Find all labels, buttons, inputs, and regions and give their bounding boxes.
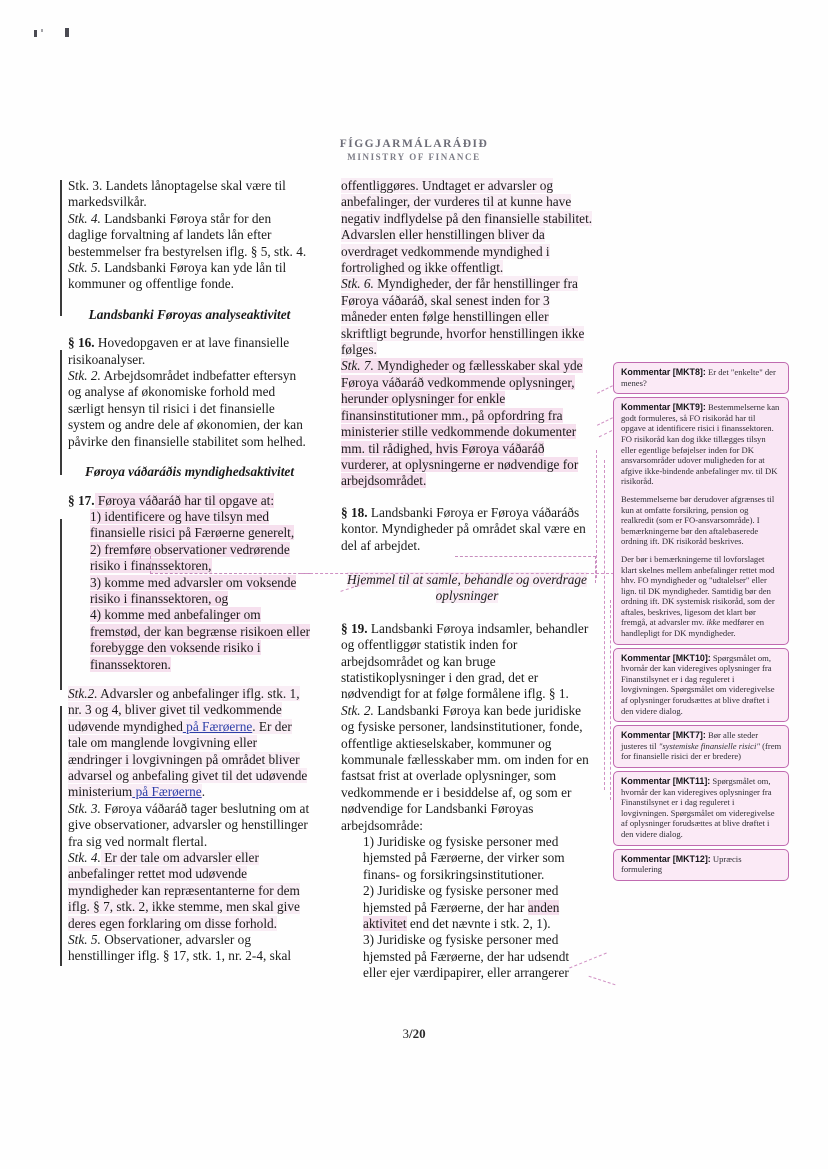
paragraph-stk5 xyxy=(68,260,311,293)
paragraph-text: . xyxy=(201,784,206,800)
section-number: § 17. xyxy=(68,492,95,508)
paragraph-17-stk2 xyxy=(68,686,311,801)
revision-marker-box xyxy=(455,556,596,583)
paragraph-19-stk2 xyxy=(341,703,593,834)
ministry-name-faroese: FÍGGJARMÁLARÁÐIÐ xyxy=(339,138,489,150)
comment-emphasis: "systemiske finansielle risici" xyxy=(658,740,760,751)
comment-text: Er det "enkelte" der menes? xyxy=(621,367,776,388)
comment-text-part: medfører en handlepligt for DK myndigheder. xyxy=(621,617,765,639)
comment-text: Spørgsmålet om, hvornår der kan videregives oplysninger fra Finanstilsynet er i dag reguleret i lovgivningen. Spørgsmålet om videregivelse af oplysninger forudsættes at blive drøftet i den videre dialog. xyxy=(621,776,775,839)
paragraph-text: Landsbanki Føroya er Føroya váðaráðs kontor. Myndigheder på området skal være en del af arbejdet. xyxy=(341,504,586,553)
paragraph-text: Landsbanki Føroya står for den daglige forvaltning af landets lån efter bestemmelser fra bestyrelsen iflg. § 5, stk. 4. xyxy=(68,210,307,259)
page-current: 3 xyxy=(402,1026,409,1041)
paragraph-text: Advarsler og anbefalinger iflg. stk. 1, nr. 3 og 4, bliver givet til vedkommende udøvende myndighed xyxy=(68,685,300,734)
paragraph-17-stk4 xyxy=(68,850,311,932)
list-item-text-highlighted: anden aktivitet xyxy=(363,899,560,932)
paragraph-text: Stk. 3. Landets lånoptagelse skal være til markedsvilkår. xyxy=(68,178,286,210)
comment-leader-line xyxy=(604,460,605,790)
revision-change-bar xyxy=(60,519,62,690)
comment-mkt12[interactable] xyxy=(613,849,789,881)
paragraph-text: offentliggøres. Undtaget er advarsler og anbefalinger, der vurderes til at kunne have negativ indflydelse på den finansielle stabilitet. Advarslen eller henstillingen bliver da overdraget vedkommende myndighed i fortrolighed og ikke offentligt. xyxy=(341,178,593,276)
comment-label: Kommentar [MKT9]: xyxy=(621,402,706,413)
section-heading-analyseaktivitet: Landsbanki Føroyas analyseaktivitet xyxy=(88,306,291,322)
list-item-1 xyxy=(68,509,311,542)
stk-marker: Stk. 2. xyxy=(68,368,101,384)
ministry-name-english: MINISTRY OF FINANCE xyxy=(347,152,481,162)
paragraph-section-16 xyxy=(68,335,311,368)
paragraph-text: Hovedopgaven er at lave finansielle risikoanalyser. xyxy=(68,335,290,367)
comment-leader-line xyxy=(610,600,611,800)
comment-label: Kommentar [MKT8]: xyxy=(621,367,706,377)
comment-label: Kommentar [MKT11]: xyxy=(621,776,711,786)
paragraph-text: Observationer, advarsler og henstillinger iflg. § 17, stk. 1, nr. 2-4, skal xyxy=(68,932,292,964)
revision-change-bar xyxy=(60,350,62,475)
heading-text: Hjemmel til at samle, behandle og overdrage oplysninger xyxy=(347,571,587,604)
stk-marker: Stk. 5. xyxy=(68,932,101,948)
comment-label: Kommentar [MKT10]: xyxy=(621,652,711,663)
paragraph-16-stk2 xyxy=(68,368,311,450)
comment-mkt9[interactable] xyxy=(613,397,789,644)
stk-marker: Stk. 5. xyxy=(68,260,101,276)
paragraph-text-highlighted: Myndigheder og fællesskaber skal yde Føroya váðaráð vedkommende oplysninger, herunder oplysninger for enkle finansinstitutioner mm., på opfordring fra ministerier stille vedkommende dokumenter mm. til rådighed, hvis Føroya váðaráð vurderer, at oplysningerne er nødvendige for arbejdsområdet. xyxy=(341,358,583,489)
comment-mkt11[interactable] xyxy=(613,771,789,846)
stk-marker: Stk. 7. xyxy=(341,358,374,374)
comment-text-paragraph-2: Bestemmelserne bør derudover afgrænses til kun at omfatte forsikring, pension og realkredit (som er FO-ansvarsområde). I bemærkningerne bør den aftalebaserede ordning ift. DK risikoråd beskrives. xyxy=(621,493,775,547)
paragraph-text: Landsbanki Føroya kan bede juridiske og fysiske personer, landsinstitutioner, fonde, offentlige aktieselskaber, kommuner og kommunale fællesskaber mm. om inden for en fastsat frist at overlade oplysninger, som vedkommende er i besiddelse af, og som er nødvendige for Landsbanki Føroyas arbejdsområde: xyxy=(341,702,589,833)
list-item-text: 3) Juridiske og fysiske personer med hjemsted på Færøerne, der har udsendt eller ejer værdipapirer, eller arrangerer xyxy=(363,932,570,981)
section-number: § 16. xyxy=(68,335,95,351)
revision-change-bar xyxy=(60,706,62,966)
list-item-text: 2) fremføre observationer vedrørende risiko i finanssektoren, xyxy=(90,541,290,574)
stk-marker: Stk. 2. xyxy=(341,702,374,718)
paragraph-17-stk3 xyxy=(68,801,311,850)
comment-label: Kommentar [MKT12]: xyxy=(621,853,711,864)
comment-margin-panel xyxy=(613,362,789,884)
section-number: § 18. xyxy=(341,504,368,520)
comment-text-part: Der bør i bemærkningerne til lovforslaget klart skelnes mellem anbefalinger rettet mod hhv. FO myndigheder og "udtalelser" eller lign. til DK myndigheder. Samtidig bør den ordning ift. DK systemisk risikoråd, som der aftales, beskrives, ligesom det klart bør fremgå, at advarsler mv. xyxy=(621,553,775,628)
section-number: § 19. xyxy=(341,620,368,636)
list-item-3 xyxy=(341,932,593,981)
list-item-text: 1) identificere og have tilsyn med finansielle risici på Færøerne generelt, xyxy=(90,508,295,541)
stk-marker: Stk.2. xyxy=(68,685,98,701)
paragraph-text: Arbejdsområdet indbefatter eftersyn og analyse af økonomiske forhold med særligt hensyn til risici i det finansielle system og andre dele af økonomien, der kan påvirke den finansielle stabilitet som helhed. xyxy=(68,368,306,449)
comment-text-paragraph-3 xyxy=(621,554,782,639)
paragraph-offentliggores xyxy=(341,178,593,276)
stk-marker: Stk. 4. xyxy=(68,210,101,226)
stk-marker: Stk. 4. xyxy=(68,850,101,866)
page-separator: / xyxy=(408,1026,413,1041)
paragraph-section-17 xyxy=(68,493,311,509)
list-item-text: 1) Juridiske og fysiske personer med hjemsted på Færøerne, der virker som finans- og forsikringsinstitutioner. xyxy=(363,834,565,882)
list-item-text: end det nævnte i stk. 2, 1). xyxy=(406,916,551,932)
paragraph-stk7 xyxy=(341,358,593,489)
list-item-1 xyxy=(341,834,593,883)
comment-text: Bestemmelserne kan godt formuleres, så FO risikoråd har til opgave at identificere risici i finanssektoren. FO risikoråd kan dog ikke tillægges tilsyn eller egentlige beføjelser inden for DK ansvarsområder udover muligheden for at afgive ikke-bindende anbefalinger mv. til DK risikoråd. xyxy=(621,402,780,487)
page-number xyxy=(0,1026,828,1042)
paragraph-section-19 xyxy=(341,621,593,703)
paragraph-text: Landsbanki Føroya kan yde lån til kommuner og offentlige fonde. xyxy=(68,260,287,292)
page-total: 20 xyxy=(412,1026,426,1041)
comment-text-part: (frem for finansielle risici der er bredere) xyxy=(621,740,782,762)
list-item-text: 2) Juridiske og fysiske personer med hjemsted på Færøerne, der har xyxy=(363,883,559,915)
list-item-text: 4) komme med anbefalinger om fremstød, der kan begrænse risikoen eller forebygge den voksende risiko i finanssektoren. xyxy=(90,607,311,672)
comment-mkt10[interactable] xyxy=(613,648,789,723)
comment-emphasis: ikke xyxy=(706,617,721,628)
comment-leader-line xyxy=(596,450,597,578)
paragraph-text: Myndigheder, der får henstillinger fra Føroya váðaráð, skal senest inden for 3 måneder enten følge henstillingen eller skriftligt begrunde, hvorfor henstillingen ikke følges. xyxy=(341,276,585,358)
paragraph-stk4 xyxy=(68,211,311,260)
list-item-3 xyxy=(68,575,311,608)
list-item-text: 3) komme med advarsler om voksende risiko i finanssektoren, og xyxy=(90,574,297,606)
document-header xyxy=(0,138,828,162)
inserted-text-link: på Færøerne xyxy=(182,718,253,734)
paragraph-text: Føroya váðaráð tager beslutning om at give observationer, advarsler og henstillinger fra sig ved normalt flertal. xyxy=(68,800,310,849)
comment-text: Spørgsmålet om, hvornår der kan videregives oplysninger fra Finanstilsynet er i dag reguleret i lovgivningen. Spørgsmålet om videregivelse af oplysninger forudsættes at blive drøftet i den videre dialog. xyxy=(621,652,775,716)
paragraph-text: . Er der tale om manglende lovgivning eller ændringer i lovgivningen på området bliver advarsel og anbefaling givet til det udøvende ministerium xyxy=(68,718,308,800)
paragraph-text-highlighted: Føroya váðaráð har til opgave at: xyxy=(94,492,275,508)
comment-text: Upræcis formulering xyxy=(621,853,742,875)
comment-label: Kommentar [MKT7]: xyxy=(621,730,706,741)
stk-marker: Stk. 6. xyxy=(341,276,374,292)
stk-marker: Stk. 3. xyxy=(68,800,101,816)
section-heading-myndighedsaktivitet: Føroya váðaráðis myndighedsaktivitet xyxy=(84,464,295,480)
paragraph-17-stk5 xyxy=(68,932,311,965)
paragraph-section-18 xyxy=(341,505,593,554)
list-item-2 xyxy=(341,883,593,932)
paragraph-text: Er der tale om advarsler eller anbefalinger rettet mod udøvende myndigheder kan repræsentanterne for dem iflg. § 7, stk. 2, ikke stemme, men skal give deres egen forklaring om disse forhold. xyxy=(68,850,300,931)
comment-mkt7[interactable] xyxy=(613,725,789,768)
comment-text-part: Bør alle steder justeres til xyxy=(621,730,759,751)
inserted-text-link: på Færøerne xyxy=(132,784,202,800)
comment-mkt8[interactable] xyxy=(613,362,789,394)
paragraph-text: Landsbanki Føroya indsamler, behandler og offentliggør statistik inden for arbejdsområdet og kan bruge statistikoplysninger i den grad, det er nødvendigt for at følge formålene iflg. § 1. xyxy=(341,620,589,702)
paragraph-stk6 xyxy=(341,276,593,358)
revision-marker-box xyxy=(150,551,311,574)
page-separator-and-total xyxy=(409,1026,426,1041)
paragraph-stk3 xyxy=(68,178,311,211)
scan-artifact-marks xyxy=(34,26,104,40)
revision-change-bar xyxy=(60,180,62,316)
list-item-4 xyxy=(68,607,311,673)
